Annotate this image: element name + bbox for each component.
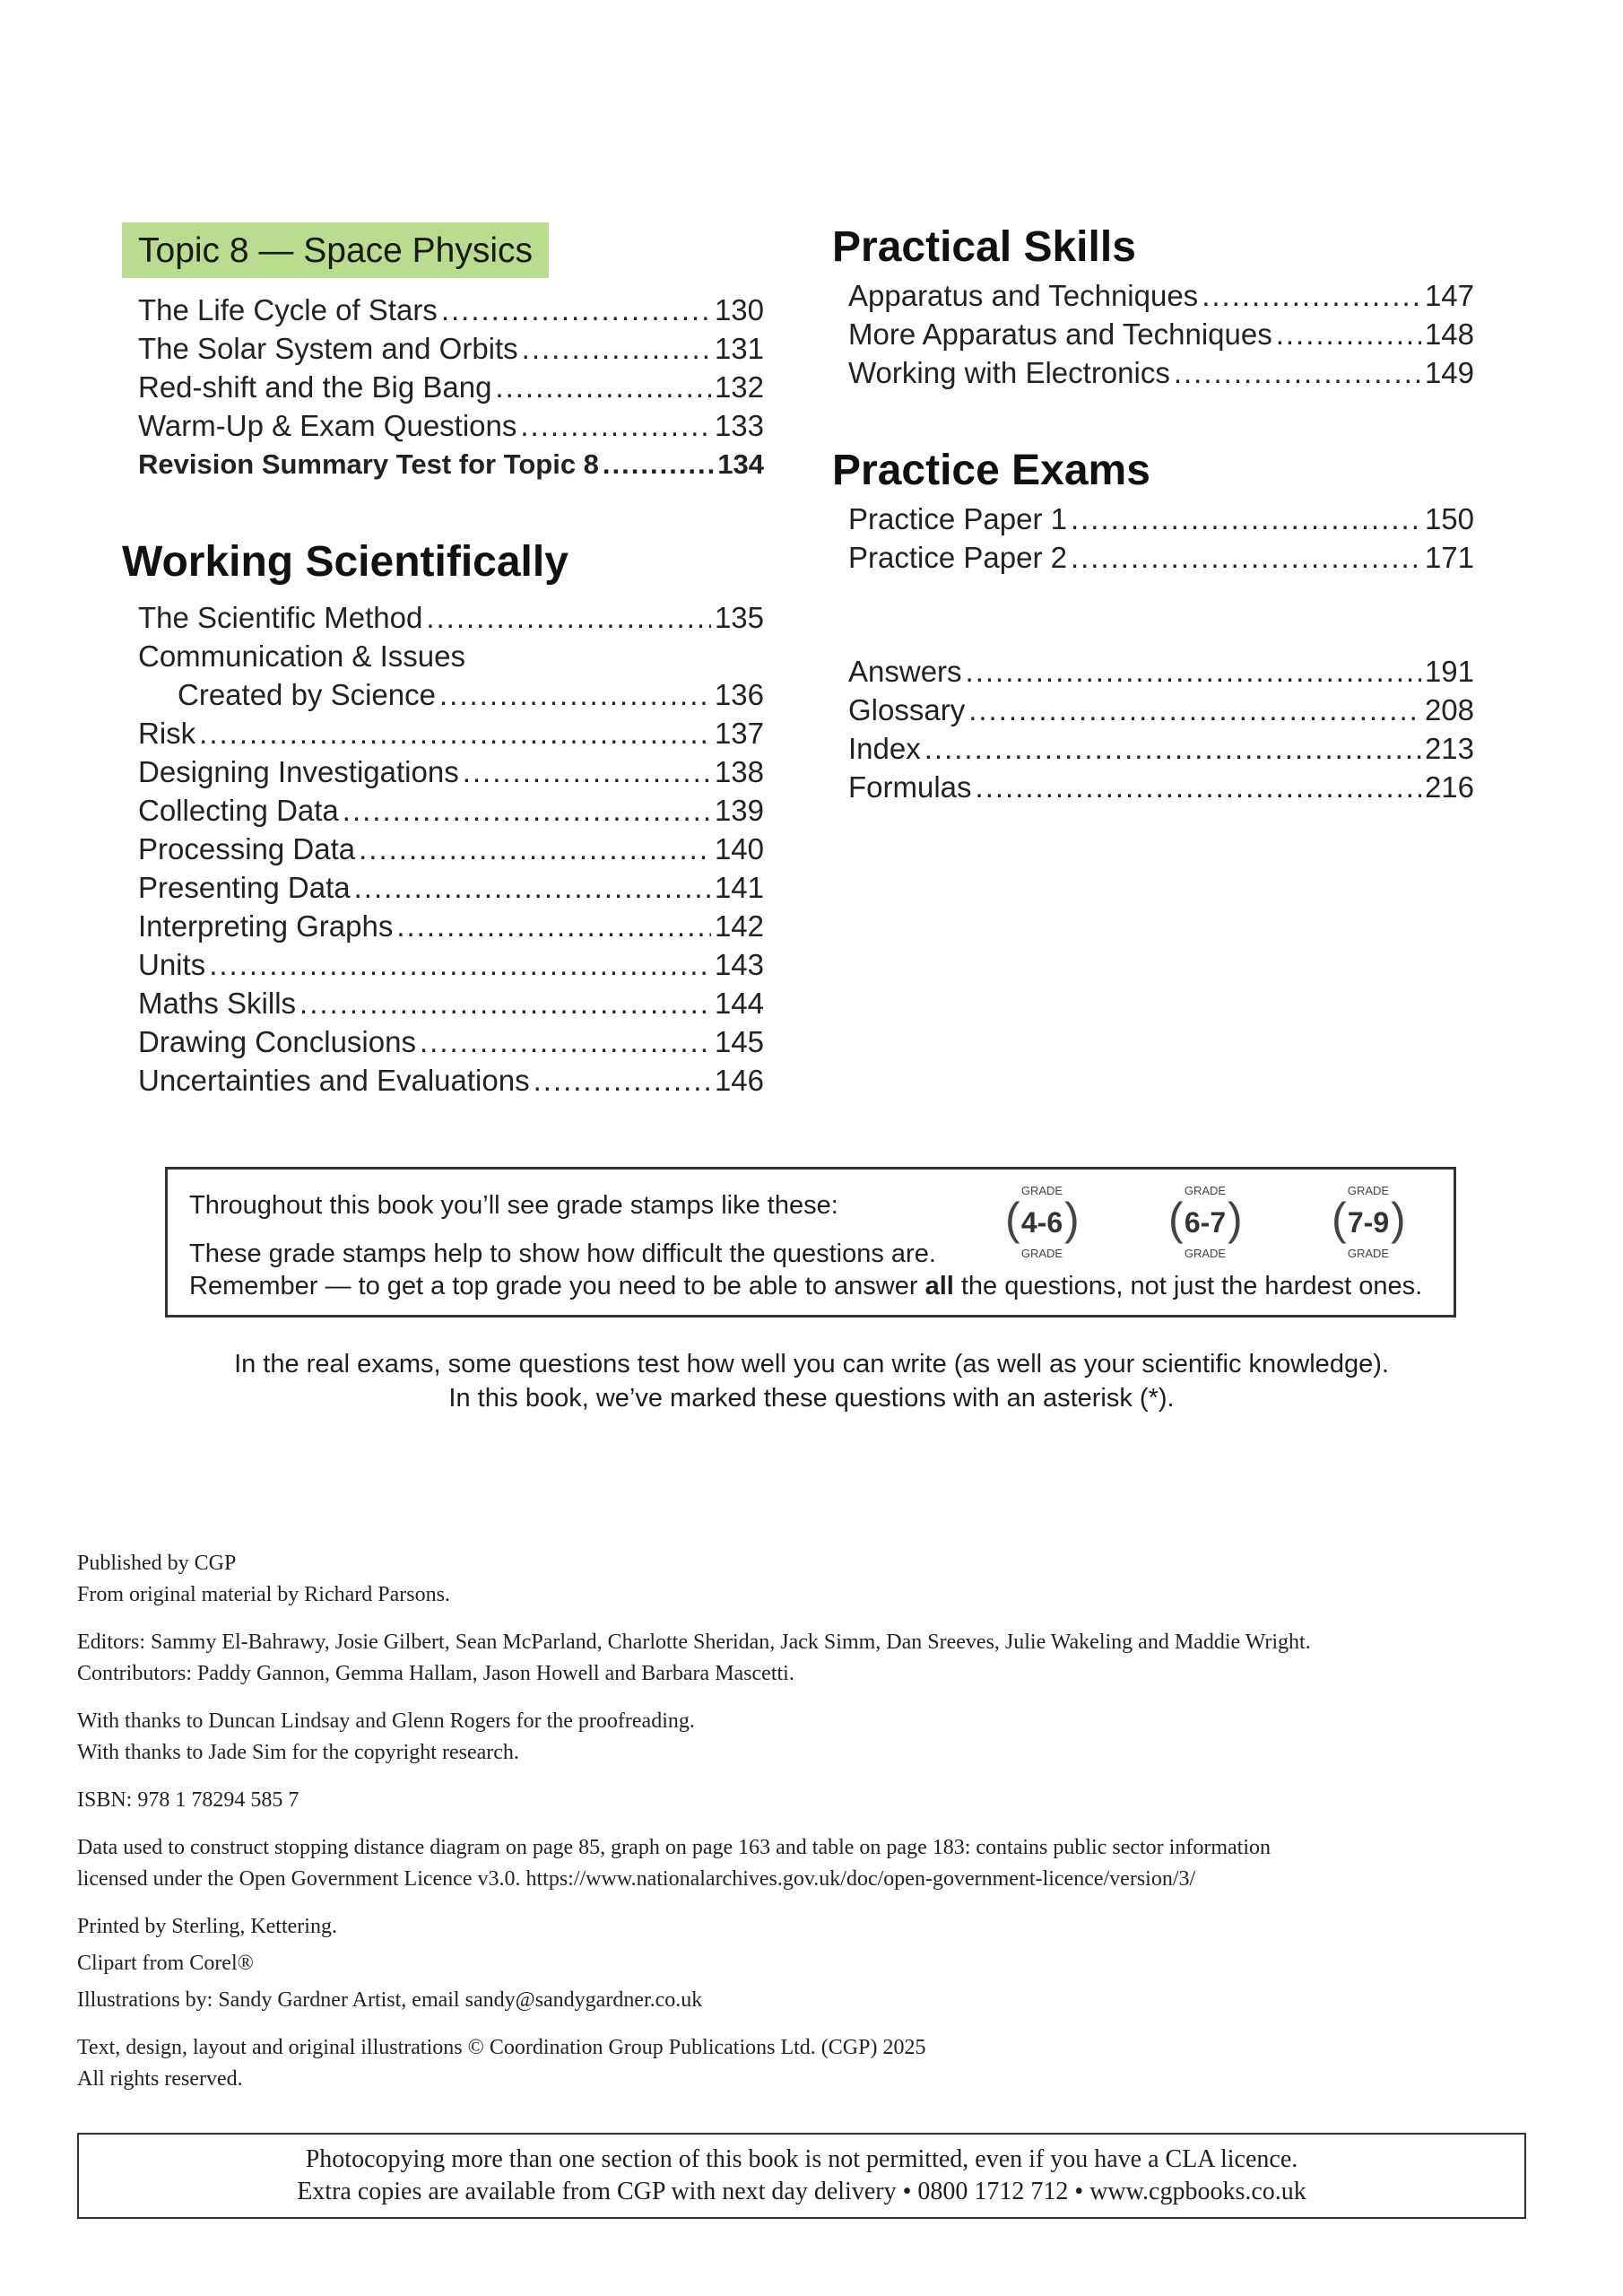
data-licence-line-2: licensed under the Open Government Licence v3.0. https://www.nationalarchives.gov.uk/doc/open-government-licence/version/3/ bbox=[77, 1867, 1196, 1891]
toc-entry[interactable]: Working with Electronics ..... 149 bbox=[848, 353, 1474, 392]
practical-skills-toc bbox=[832, 276, 1474, 392]
ordering-info: Extra copies are available from CGP with next day delivery • 0800 1712 712 • www.cgpbooks.co.uk bbox=[297, 2178, 1306, 2205]
toc-entry[interactable]: The Solar System and Orbits ..... 131 bbox=[138, 329, 764, 368]
original-material-line: From original material by Richard Parsons. bbox=[77, 1583, 450, 1606]
toc-entry[interactable]: Designing Investigations ..... 138 bbox=[138, 752, 764, 791]
clipart-line: Clipart from Corel® bbox=[77, 1952, 254, 1975]
printer-line: Printed by Sterling, Kettering. bbox=[77, 1915, 337, 1938]
working-scientifically-heading: Working Scientifically bbox=[122, 538, 568, 586]
svg-text:GRADE: GRADE bbox=[1020, 1247, 1063, 1260]
toc-entry-wrapped[interactable]: Communication & Issues bbox=[138, 639, 465, 673]
toc-entry[interactable]: Uncertainties and Evaluations ..... 146 bbox=[138, 1061, 764, 1100]
thanks-copyright-line: With thanks to Jade Sim for the copyright research. bbox=[77, 1741, 519, 1764]
toc-entry[interactable]: Processing Data ..... 140 bbox=[138, 830, 764, 868]
svg-text:): ) bbox=[1391, 1194, 1406, 1244]
thanks-proofreading-line: With thanks to Duncan Lindsay and Glenn Rogers for the proofreading. bbox=[77, 1709, 695, 1733]
data-licence-line-1: Data used to construct stopping distance diagram on page 85, graph on page 163 and table on page 183: contains public sector information bbox=[77, 1836, 1271, 1859]
topic8-banner: Topic 8 — Space Physics bbox=[122, 222, 549, 278]
back-matter-toc bbox=[832, 652, 1474, 806]
grade-stamp-4-6-icon bbox=[993, 1180, 1091, 1263]
left-column bbox=[122, 222, 764, 1100]
toc-entry[interactable]: Interpreting Graphs ..... 142 bbox=[138, 907, 764, 945]
toc-entry[interactable]: Presenting Data ..... 141 bbox=[138, 868, 764, 907]
right-column bbox=[832, 222, 1474, 806]
toc-entry[interactable]: Answers ..... 191 bbox=[848, 652, 1474, 691]
practice-exams-toc bbox=[832, 500, 1474, 577]
toc-entry[interactable]: More Apparatus and Techniques ..... 148 bbox=[848, 315, 1474, 353]
publication-credits bbox=[77, 1548, 1566, 2095]
svg-text:GRADE: GRADE bbox=[1184, 1247, 1227, 1260]
toc-entry[interactable]: Warm-Up & Exam Questions ..... 133 bbox=[138, 406, 764, 445]
grade-box-intro: Throughout this book you’ll see grade stamps like these: bbox=[189, 1191, 838, 1220]
grade-stamp-info-box bbox=[165, 1167, 1456, 1318]
svg-text:7-9: 7-9 bbox=[1347, 1206, 1390, 1239]
photocopy-notice-box bbox=[77, 2133, 1526, 2219]
svg-text:(: ( bbox=[1332, 1194, 1347, 1244]
svg-text:GRADE: GRADE bbox=[1020, 1184, 1063, 1197]
svg-text:(: ( bbox=[1005, 1194, 1020, 1244]
toc-entry[interactable]: The Life Cycle of Stars ..... 130 bbox=[138, 291, 764, 329]
practical-skills-heading: Practical Skills bbox=[832, 223, 1136, 271]
topic8-toc bbox=[122, 291, 764, 483]
grade-box-explanation: These grade stamps help to show how difficult the questions are. bbox=[189, 1239, 936, 1268]
toc-entry[interactable]: Created by Science ..... 136 bbox=[138, 675, 764, 714]
isbn-line: ISBN: 978 1 78294 585 7 bbox=[77, 1788, 299, 1812]
toc-entry[interactable]: Units ..... 143 bbox=[138, 945, 764, 984]
toc-entry[interactable]: Formulas ..... 216 bbox=[848, 768, 1474, 806]
toc-entry-revision-summary[interactable]: Revision Summary Test for Topic 8 ..... 134 bbox=[138, 445, 764, 483]
svg-text:GRADE: GRADE bbox=[1184, 1184, 1227, 1197]
toc-entry[interactable]: Risk ..... 137 bbox=[138, 714, 764, 752]
toc-entry[interactable]: The Scientific Method ..... 135 bbox=[138, 598, 764, 637]
toc-entry[interactable]: Apparatus and Techniques ..... 147 bbox=[848, 276, 1474, 315]
svg-text:GRADE: GRADE bbox=[1347, 1247, 1390, 1260]
contributors-line: Contributors: Paddy Gannon, Gemma Hallam, Jason Howell and Barbara Mascetti. bbox=[77, 1662, 794, 1685]
copyright-line: Text, design, layout and original illustrations © Coordination Group Publications Ltd. (CGP) 2025 bbox=[77, 2036, 926, 2059]
toc-entry[interactable]: Practice Paper 2 ..... 171 bbox=[848, 538, 1474, 577]
grade-stamp-6-7-icon bbox=[1156, 1180, 1254, 1263]
svg-text:4-6: 4-6 bbox=[1020, 1206, 1063, 1239]
toc-entry[interactable]: Practice Paper 1 ..... 150 bbox=[848, 500, 1474, 538]
rights-line: All rights reserved. bbox=[77, 2067, 243, 2091]
toc-entry[interactable]: Maths Skills ..... 144 bbox=[138, 984, 764, 1022]
publisher-line: Published by CGP bbox=[77, 1552, 237, 1575]
toc-entry[interactable]: Index ..... 213 bbox=[848, 729, 1474, 768]
toc-entry[interactable]: Drawing Conclusions ..... 145 bbox=[138, 1022, 764, 1061]
grade-box-reminder: Remember — to get a top grade you need to be able to answer all the questions, not just the hardest ones. bbox=[189, 1272, 1423, 1300]
svg-text:): ) bbox=[1064, 1194, 1080, 1244]
svg-text:GRADE: GRADE bbox=[1347, 1184, 1390, 1197]
photocopy-notice: Photocopying more than one section of this book is not permitted, even if you have a CLA licence. bbox=[305, 2145, 1298, 2173]
illustrations-line: Illustrations by: Sandy Gardner Artist, email sandy@sandygardner.co.uk bbox=[77, 1988, 703, 2012]
toc-entry[interactable]: Collecting Data ..... 139 bbox=[138, 791, 764, 830]
svg-text:(: ( bbox=[1168, 1194, 1184, 1244]
svg-text:): ) bbox=[1228, 1194, 1243, 1244]
toc-entry[interactable]: Red-shift and the Big Bang ..... 132 bbox=[138, 368, 764, 406]
working-scientifically-toc bbox=[122, 598, 764, 1100]
grade-stamp-7-9-icon bbox=[1319, 1180, 1418, 1263]
svg-text:6-7: 6-7 bbox=[1184, 1206, 1227, 1239]
editors-line: Editors: Sammy El-Bahrawy, Josie Gilbert, Sean McParland, Charlotte Sheridan, Jack Simm, Dan Sreeves, Julie Wakeling and Maddie Wright. bbox=[77, 1631, 1311, 1654]
practice-exams-heading: Practice Exams bbox=[832, 447, 1150, 494]
toc-entry[interactable]: Glossary ..... 208 bbox=[848, 691, 1474, 729]
asterisk-note: In the real exams, some questions test how well you can write (as well as your scientific knowledge). In this book, we’ve marked these questions with an asterisk (*). bbox=[234, 1350, 1389, 1413]
